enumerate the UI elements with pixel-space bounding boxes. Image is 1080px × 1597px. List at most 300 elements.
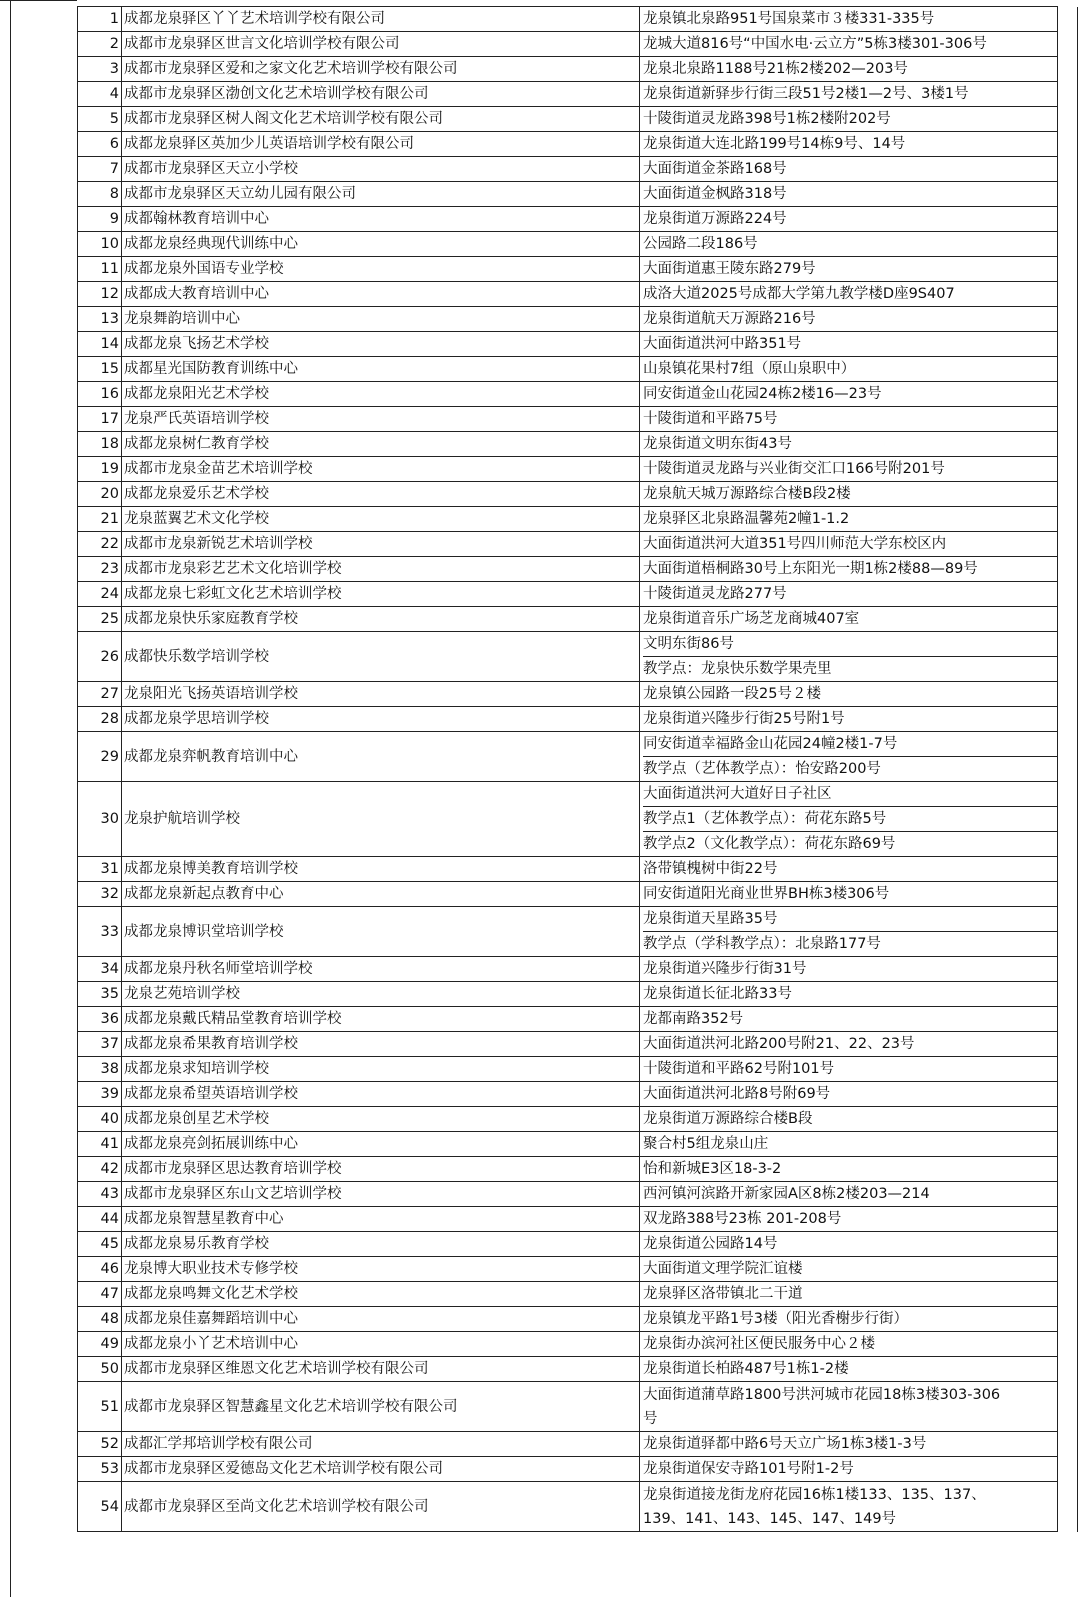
school-address (640, 82, 1058, 107)
table-row (78, 1182, 1078, 1207)
school-address (640, 1457, 1058, 1482)
blank-column (1058, 732, 1078, 782)
row-number: 3 (78, 57, 122, 82)
row-number: 34 (78, 957, 122, 982)
blank-column (1058, 482, 1078, 507)
school-name: 成都汇学邦培训学校有限公司 (122, 1432, 640, 1457)
school-address (640, 1257, 1058, 1282)
address-line: 龙泉北泉路1188号21栋2楼202—203号 (643, 61, 908, 77)
school-name: 成都龙泉佳嘉舞蹈培训中心 (122, 1307, 640, 1332)
school-name: 成都市龙泉驿区树人阁文化艺术培训学校有限公司 (122, 107, 640, 132)
school-address (640, 107, 1058, 132)
school-name: 成都龙泉弈帆教育培训中心 (122, 732, 640, 782)
blank-column (1058, 32, 1078, 57)
school-address (640, 332, 1058, 357)
address-line: 成洛大道2025号成都大学第九教学楼D座9S407 (643, 286, 955, 302)
address-line: 十陵街道和平路75号 (643, 411, 778, 427)
row-number: 24 (78, 582, 122, 607)
table-row (78, 1132, 1078, 1157)
table-row (78, 257, 1078, 282)
school-name: 成都龙泉求知培训学校 (122, 1057, 640, 1082)
address-line: 大面街道洪河北路8号附69号 (643, 1086, 831, 1102)
row-number: 41 (78, 1132, 122, 1157)
school-name: 成都市龙泉驿区天立幼儿园有限公司 (122, 182, 640, 207)
address-line: 大面街道洪河北路200号附21、22、23号 (643, 1036, 915, 1052)
school-name: 成都市龙泉新锐艺术培训学校 (122, 532, 640, 557)
school-address (640, 557, 1058, 582)
blank-column (1058, 57, 1078, 82)
school-name: 成都市龙泉驿区至尚文化艺术培训学校有限公司 (122, 1482, 640, 1532)
address-line: 同安街道阳光商业世界BH栋3楼306号 (643, 886, 890, 902)
blank-column (1058, 1332, 1078, 1357)
school-name: 成都星光国防教育训练中心 (122, 357, 640, 382)
school-name: 成都龙泉小丫艺术培训中心 (122, 1332, 640, 1357)
table-row (78, 507, 1078, 532)
table-row (78, 1007, 1078, 1032)
table-row (78, 7, 1078, 32)
school-name: 成都龙泉丹秋名师堂培训学校 (122, 957, 640, 982)
school-address (640, 1332, 1058, 1357)
table-row (78, 1207, 1078, 1232)
row-number: 35 (78, 982, 122, 1007)
address-line: 大面街道金枫路318号 (643, 186, 787, 202)
school-name: 成都市龙泉驿区天立小学校 (122, 157, 640, 182)
blank-column (1058, 382, 1078, 407)
table-row (78, 632, 1078, 682)
school-name: 成都市龙泉驿区思达教育培训学校 (122, 1157, 640, 1182)
school-address (640, 1032, 1058, 1057)
school-name: 成都市龙泉驿区维恩文化艺术培训学校有限公司 (122, 1357, 640, 1382)
blank-column (1058, 307, 1078, 332)
blank-column (1058, 1457, 1078, 1482)
blank-column (1058, 407, 1078, 432)
blank-column (1058, 707, 1078, 732)
school-address (640, 882, 1058, 907)
row-number: 5 (78, 107, 122, 132)
school-name: 龙泉舞韵培训中心 (122, 307, 640, 332)
school-address (640, 1432, 1058, 1457)
school-name: 成都龙泉爱乐艺术学校 (122, 482, 640, 507)
table-row (78, 957, 1078, 982)
school-address (640, 1057, 1058, 1082)
row-number: 21 (78, 507, 122, 532)
blank-column (1058, 207, 1078, 232)
row-number: 40 (78, 1107, 122, 1132)
school-name: 成都龙泉智慧星教育中心 (122, 1207, 640, 1232)
row-number: 43 (78, 1182, 122, 1207)
school-address (640, 957, 1058, 982)
address-line: 西河镇河滨路开新家园A区8栋2楼203—214 (643, 1186, 930, 1202)
row-number: 11 (78, 257, 122, 282)
school-address (640, 257, 1058, 282)
row-number: 7 (78, 157, 122, 182)
school-address (640, 182, 1058, 207)
table-row (78, 1282, 1078, 1307)
school-name: 成都龙泉创星艺术学校 (122, 1107, 640, 1132)
row-number: 17 (78, 407, 122, 432)
blank-column (1058, 1182, 1078, 1207)
row-number: 4 (78, 82, 122, 107)
blank-column (1058, 857, 1078, 882)
row-number: 14 (78, 332, 122, 357)
table-row (78, 1332, 1078, 1357)
address-line: 龙泉驿区北泉路温馨苑2幢1-1.2 (643, 511, 850, 527)
address-line: 大面街道洪河中路351号 (643, 336, 802, 352)
table-row (78, 482, 1078, 507)
address-line: 大面街道洪河大道好日子社区 (643, 782, 1057, 807)
school-name: 成都龙泉博美教育培训学校 (122, 857, 640, 882)
table-row (78, 582, 1078, 607)
row-number: 15 (78, 357, 122, 382)
address-line: 怡和新城E3区18-3-2 (643, 1161, 782, 1177)
address-line: 龙泉街道兴隆步行街31号 (643, 961, 807, 977)
address-line: 大面街道蒲草路1800号洪河城市花园18栋3楼303-306 (643, 1386, 1001, 1403)
address-line: 龙泉街办滨河社区便民服务中心２楼 (643, 1336, 875, 1352)
row-number: 22 (78, 532, 122, 557)
blank-column (1058, 232, 1078, 257)
address-line: 龙泉镇北泉路951号国泉菜市３楼331-335号 (643, 11, 935, 27)
address-line: 十陵街道和平路62号附101号 (643, 1061, 835, 1077)
blank-column (1058, 82, 1078, 107)
table-row (78, 1057, 1078, 1082)
row-number: 46 (78, 1257, 122, 1282)
blank-column (1058, 132, 1078, 157)
row-number: 32 (78, 882, 122, 907)
row-number: 20 (78, 482, 122, 507)
school-address (640, 1082, 1058, 1107)
table-row (78, 982, 1078, 1007)
row-number: 19 (78, 457, 122, 482)
row-number: 47 (78, 1282, 122, 1307)
row-number: 26 (78, 632, 122, 682)
table-row (78, 1432, 1078, 1457)
blank-column (1058, 1382, 1078, 1432)
table-row (78, 557, 1078, 582)
address-line: 龙泉街道长柏路487号1栋1-2楼 (643, 1361, 849, 1377)
row-number: 53 (78, 1457, 122, 1482)
school-address (640, 607, 1058, 632)
address-line: 龙泉街道保安寺路101号附1-2号 (643, 1461, 854, 1477)
table-row (78, 182, 1078, 207)
table-row (78, 382, 1078, 407)
blank-column (1058, 957, 1078, 982)
school-address (640, 682, 1058, 707)
table-row (78, 1257, 1078, 1282)
table-row (78, 282, 1078, 307)
address-line: 龙泉镇公园路一段25号２楼 (643, 686, 821, 702)
blank-column (1058, 182, 1078, 207)
school-address (640, 1157, 1058, 1182)
school-address (640, 707, 1058, 732)
blank-column (1058, 682, 1078, 707)
table-row (78, 1482, 1078, 1532)
table-row (78, 857, 1078, 882)
address-line: 大面街道金茶路168号 (643, 161, 787, 177)
school-name: 成都龙泉阳光艺术学校 (122, 382, 640, 407)
school-name: 成都龙泉新起点教育中心 (122, 882, 640, 907)
table-row (78, 32, 1078, 57)
blank-column (1058, 782, 1078, 857)
table-row (78, 1157, 1078, 1182)
row-number: 39 (78, 1082, 122, 1107)
school-address (640, 907, 1058, 957)
table-row (78, 107, 1078, 132)
table-row (78, 457, 1078, 482)
school-address (640, 432, 1058, 457)
row-number: 37 (78, 1032, 122, 1057)
school-address (640, 382, 1058, 407)
school-address (640, 157, 1058, 182)
address-line: 龙泉街道大连北路199号14栋9号、14号 (643, 136, 906, 152)
blank-column (1058, 457, 1078, 482)
table-row (78, 732, 1078, 782)
school-name: 成都龙泉经典现代训练中心 (122, 232, 640, 257)
school-name: 成都市龙泉驿区东山文艺培训学校 (122, 1182, 640, 1207)
address-line: 十陵街道灵龙路277号 (643, 586, 787, 602)
blank-column (1058, 1232, 1078, 1257)
table-row (78, 1232, 1078, 1257)
table-row (78, 407, 1078, 432)
school-name: 成都龙泉飞扬艺术学校 (122, 332, 640, 357)
school-name: 成都市龙泉彩艺艺术文化培训学校 (122, 557, 640, 582)
blank-column (1058, 982, 1078, 1007)
address-line: 教学点（艺体教学点）：怡安路200号 (643, 761, 881, 777)
address-line: 大面街道洪河大道351号四川师范大学东校区内 (643, 536, 947, 552)
row-number: 12 (78, 282, 122, 307)
table-row (78, 782, 1078, 857)
school-address (640, 1482, 1058, 1532)
school-name: 成都龙泉学思培训学校 (122, 707, 640, 732)
school-name: 成都市龙泉驿区渤创文化艺术培训学校有限公司 (122, 82, 640, 107)
school-address (640, 1207, 1058, 1232)
school-address (640, 1232, 1058, 1257)
school-address (640, 782, 1058, 857)
school-name: 成都市龙泉驿区爱德岛文化艺术培训学校有限公司 (122, 1457, 640, 1482)
table-row (78, 432, 1078, 457)
blank-column (1058, 257, 1078, 282)
school-address (640, 1382, 1058, 1432)
row-number: 10 (78, 232, 122, 257)
school-address (640, 1107, 1058, 1132)
table-row (78, 157, 1078, 182)
blank-column (1058, 882, 1078, 907)
blank-column (1058, 632, 1078, 682)
row-number: 18 (78, 432, 122, 457)
blank-column (1058, 1307, 1078, 1332)
address-line: 大面街道梧桐路30号上东阳光一期1栋2楼88—89号 (643, 561, 978, 577)
address-line: 教学点2（文化教学点）：荷花东路69号 (643, 836, 896, 852)
address-line: 十陵街道灵龙路与兴业街交汇口166号附201号 (643, 461, 945, 477)
blank-column (1058, 1007, 1078, 1032)
table-row (78, 57, 1078, 82)
blank-column (1058, 1257, 1078, 1282)
blank-column (1058, 532, 1078, 557)
row-number: 38 (78, 1057, 122, 1082)
address-line: 洛带镇槐树中街22号 (643, 861, 778, 877)
top-border (0, 0, 77, 1)
address-line: 龙泉街道新驿步行街三段51号2楼1—2号、3楼1号 (643, 86, 969, 102)
address-line: 大面街道惠王陵东路279号 (643, 261, 816, 277)
school-name: 龙泉艺苑培训学校 (122, 982, 640, 1007)
address-line: 聚合村5组龙泉山庄 (643, 1136, 769, 1152)
address-line: 文明东街86号 (643, 632, 1057, 657)
school-address (640, 407, 1058, 432)
school-address (640, 1132, 1058, 1157)
school-address (640, 532, 1058, 557)
row-number: 1 (78, 7, 122, 32)
blank-column (1058, 507, 1078, 532)
address-line: 大面街道文理学院汇谊楼 (643, 1261, 803, 1277)
row-number: 8 (78, 182, 122, 207)
school-name: 成都市龙泉驿区爱和之家文化艺术培训学校有限公司 (122, 57, 640, 82)
blank-column (1058, 432, 1078, 457)
address-line: 同安街道幸福路金山花园24幢2楼1-7号 (643, 732, 1057, 757)
school-name: 成都市龙泉金苗艺术培训学校 (122, 457, 640, 482)
address-line: 教学点（学科教学点）：北泉路177号 (643, 936, 881, 952)
row-number: 48 (78, 1307, 122, 1332)
school-name: 成都龙泉易乐教育学校 (122, 1232, 640, 1257)
row-number: 16 (78, 382, 122, 407)
row-number: 30 (78, 782, 122, 857)
table-row (78, 532, 1078, 557)
row-number: 2 (78, 32, 122, 57)
blank-column (1058, 582, 1078, 607)
row-number: 29 (78, 732, 122, 782)
address-line: 龙泉镇龙平路1号3楼（阳光香榭步行街） (643, 1311, 908, 1327)
address-line: 龙都南路352号 (643, 1011, 744, 1027)
row-number: 52 (78, 1432, 122, 1457)
school-address (640, 1182, 1058, 1207)
address-line: 龙泉街道接龙街龙府花园16栋1楼133、135、137、 (643, 1486, 986, 1503)
table-row (78, 1307, 1078, 1332)
school-address (640, 207, 1058, 232)
school-name: 成都龙泉希果教育培训学校 (122, 1032, 640, 1057)
blank-column (1058, 157, 1078, 182)
school-name: 成都龙泉戴氏精品堂教育培训学校 (122, 1007, 640, 1032)
table-row (78, 357, 1078, 382)
table-row (78, 882, 1078, 907)
table-row (78, 1082, 1078, 1107)
address-line: 山泉镇花果村7组（原山泉职中） (643, 361, 856, 377)
school-name: 龙泉阳光飞扬英语培训学校 (122, 682, 640, 707)
row-number: 42 (78, 1157, 122, 1182)
row-number: 28 (78, 707, 122, 732)
school-name: 成都龙泉快乐家庭教育学校 (122, 607, 640, 632)
address-line: 龙泉街道兴隆步行街25号附1号 (643, 711, 845, 727)
row-number: 51 (78, 1382, 122, 1432)
school-address (640, 582, 1058, 607)
school-name: 成都成大教育培训中心 (122, 282, 640, 307)
school-address (640, 132, 1058, 157)
school-name: 成都龙泉希望英语培训学校 (122, 1082, 640, 1107)
blank-column (1058, 607, 1078, 632)
blank-column (1058, 1282, 1078, 1307)
address-line: 龙泉航天城万源路综合楼B段2楼 (643, 486, 851, 502)
blank-column (1058, 1357, 1078, 1382)
row-number: 13 (78, 307, 122, 332)
school-address (640, 307, 1058, 332)
address-line: 龙泉街道万源路224号 (643, 211, 787, 227)
address-line: 双龙路388号23栋 201-208号 (643, 1211, 842, 1227)
school-address (640, 282, 1058, 307)
blank-column (1058, 1482, 1078, 1532)
table-row (78, 132, 1078, 157)
school-name: 龙泉蓝翼艺术文化学校 (122, 507, 640, 532)
blank-column (1058, 557, 1078, 582)
table-row (78, 307, 1078, 332)
school-address (640, 1357, 1058, 1382)
address-line: 龙泉街道长征北路33号 (643, 986, 792, 1002)
table-row (78, 1357, 1078, 1382)
table-row (78, 207, 1078, 232)
school-address (640, 982, 1058, 1007)
row-number: 54 (78, 1482, 122, 1532)
blank-column (1058, 1207, 1078, 1232)
blank-column (1058, 1082, 1078, 1107)
row-number: 50 (78, 1357, 122, 1382)
school-address (640, 457, 1058, 482)
row-number: 6 (78, 132, 122, 157)
row-number: 23 (78, 557, 122, 582)
school-name: 龙泉护航培训学校 (122, 782, 640, 857)
school-address (640, 1307, 1058, 1332)
table-row (78, 1032, 1078, 1057)
blank-column (1058, 282, 1078, 307)
school-name: 龙泉严氏英语培训学校 (122, 407, 640, 432)
school-address (640, 1007, 1058, 1032)
table-row (78, 607, 1078, 632)
school-name: 成都快乐数学培训学校 (122, 632, 640, 682)
blank-column (1058, 332, 1078, 357)
address-line: 龙泉驿区洛带镇北二干道 (643, 1286, 803, 1302)
school-address (640, 632, 1058, 682)
school-address (640, 232, 1058, 257)
blank-column (1058, 1132, 1078, 1157)
address-line: 同安街道金山花园24栋2楼16—23号 (643, 386, 882, 402)
row-number: 36 (78, 1007, 122, 1032)
row-number: 25 (78, 607, 122, 632)
address-line: 龙泉街道公园路14号 (643, 1236, 778, 1252)
school-name: 成都龙泉外国语专业学校 (122, 257, 640, 282)
address-line: 教学点：龙泉快乐数学果壳里 (643, 661, 832, 677)
row-number: 49 (78, 1332, 122, 1357)
address-line: 139、141、143、145、147、149号 (643, 1510, 897, 1527)
school-address (640, 357, 1058, 382)
address-line: 龙泉街道天星路35号 (643, 907, 1057, 932)
school-address (640, 7, 1058, 32)
table-row (78, 707, 1078, 732)
school-address (640, 507, 1058, 532)
row-number: 31 (78, 857, 122, 882)
address-line: 公园路二段186号 (643, 236, 758, 252)
school-address (640, 32, 1058, 57)
address-line: 龙泉街道文明东街43号 (643, 436, 792, 452)
school-name: 成都龙泉鸣舞文化艺术学校 (122, 1282, 640, 1307)
school-address (640, 732, 1058, 782)
school-list-table (77, 6, 1078, 1532)
table-row (78, 907, 1078, 957)
blank-column (1058, 7, 1078, 32)
school-address (640, 57, 1058, 82)
blank-column (1058, 107, 1078, 132)
blank-column (1058, 1057, 1078, 1082)
address-line: 龙城大道816号“中国水电·云立方”5栋3楼301-306号 (643, 36, 987, 52)
address-line: 龙泉街道万源路综合楼B段 (643, 1111, 813, 1127)
blank-column (1058, 1432, 1078, 1457)
address-line: 十陵街道灵龙路398号1栋2楼附202号 (643, 111, 891, 127)
school-name: 成都龙泉驿区英加少儿英语培训学校有限公司 (122, 132, 640, 157)
blank-column (1058, 1157, 1078, 1182)
